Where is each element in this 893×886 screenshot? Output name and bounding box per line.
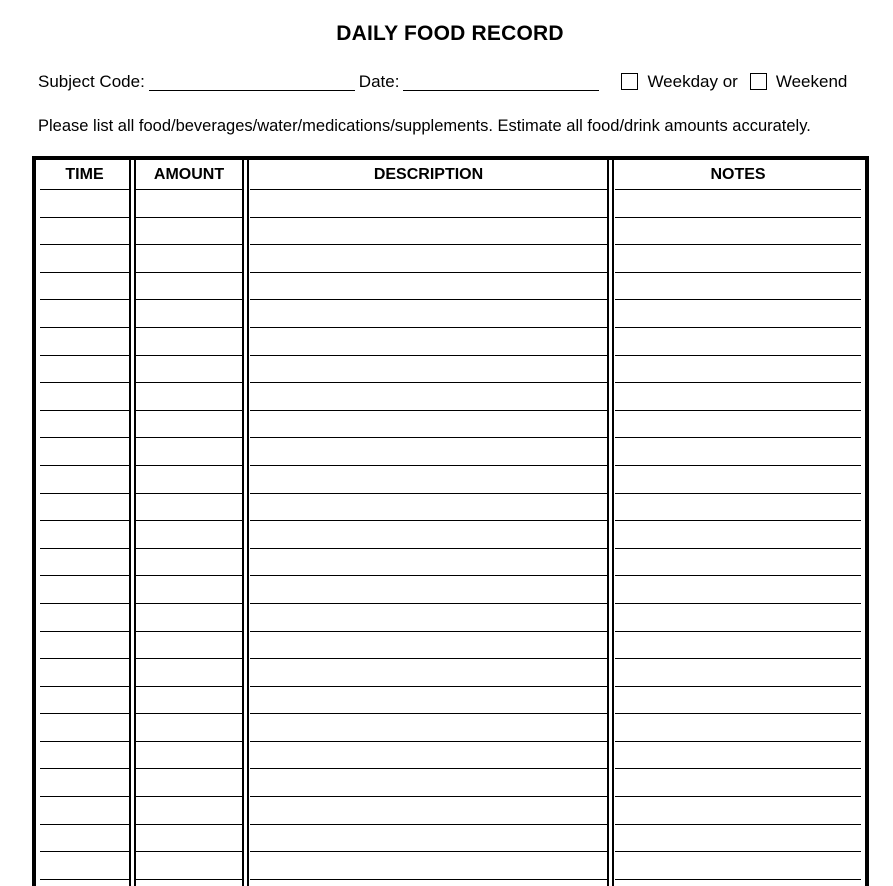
time-column — [40, 160, 129, 886]
table-cell[interactable] — [615, 328, 861, 356]
table-cell[interactable] — [615, 797, 861, 825]
table-cell[interactable] — [40, 383, 129, 411]
table-cell[interactable] — [40, 714, 129, 742]
weekday-label: Weekday or — [647, 72, 738, 91]
table-cell[interactable] — [615, 466, 861, 494]
weekday-checkbox[interactable] — [621, 73, 638, 90]
table-cell[interactable] — [40, 356, 129, 384]
table-cell[interactable] — [615, 356, 861, 384]
table-cell[interactable] — [615, 825, 861, 853]
table-cell[interactable] — [615, 273, 861, 301]
table-cell[interactable] — [250, 245, 607, 273]
table-cell[interactable] — [250, 273, 607, 301]
table-cell[interactable] — [615, 659, 861, 687]
table-cell[interactable] — [136, 383, 242, 411]
table-cell[interactable] — [136, 825, 242, 853]
table-cell[interactable] — [250, 742, 607, 770]
table-cell[interactable] — [40, 742, 129, 770]
table-cell[interactable] — [250, 383, 607, 411]
table-cell[interactable] — [40, 769, 129, 797]
table-cell[interactable] — [250, 356, 607, 384]
table-cell[interactable] — [615, 714, 861, 742]
table-cell[interactable] — [136, 687, 242, 715]
table-cell[interactable] — [40, 218, 129, 246]
table-cell[interactable] — [136, 632, 242, 660]
table-cell[interactable] — [615, 549, 861, 577]
table-cell[interactable] — [615, 218, 861, 246]
table-cell[interactable] — [136, 604, 242, 632]
table-cell[interactable] — [615, 190, 861, 218]
instructions-text: Please list all food/beverages/water/medications/supplements. Estimate all food/drink amounts accurately. — [38, 117, 811, 135]
table-cell[interactable] — [40, 190, 129, 218]
table-cell[interactable] — [615, 245, 861, 273]
food-record-table — [32, 156, 869, 886]
table-cell[interactable] — [615, 383, 861, 411]
table-cell[interactable] — [615, 411, 861, 439]
amount-column — [136, 160, 242, 886]
table-cell[interactable] — [136, 438, 242, 466]
column-divider — [242, 160, 244, 886]
table-cell[interactable] — [40, 549, 129, 577]
column-header-time: TIME — [40, 160, 129, 190]
table-cell[interactable] — [250, 494, 607, 522]
description-column — [250, 160, 607, 886]
table-cell[interactable] — [136, 659, 242, 687]
table-cell[interactable] — [40, 852, 129, 880]
table-cell[interactable] — [40, 328, 129, 356]
table-cell[interactable] — [615, 521, 861, 549]
table-cell[interactable] — [136, 769, 242, 797]
table-cell[interactable] — [615, 852, 861, 880]
table-cell[interactable] — [250, 769, 607, 797]
table-cell[interactable] — [136, 273, 242, 301]
subject-info-line — [38, 71, 847, 93]
table-cell[interactable] — [136, 190, 242, 218]
table-cell[interactable] — [615, 300, 861, 328]
table-cell[interactable] — [615, 576, 861, 604]
table-cell[interactable] — [136, 466, 242, 494]
subject-code-label: Subject Code: — [38, 72, 145, 91]
table-cell[interactable] — [136, 549, 242, 577]
table-cell[interactable] — [136, 852, 242, 880]
column-divider — [247, 160, 249, 886]
table-cell[interactable] — [250, 604, 607, 632]
notes-column — [615, 160, 861, 886]
table-cell[interactable] — [250, 549, 607, 577]
table-cell[interactable] — [136, 742, 242, 770]
column-header-amount: AMOUNT — [136, 160, 242, 190]
table-cell[interactable] — [615, 632, 861, 660]
table-cell[interactable] — [250, 714, 607, 742]
form-title: DAILY FOOD RECORD — [336, 22, 564, 45]
column-divider — [612, 160, 614, 886]
table-cell[interactable] — [40, 494, 129, 522]
table-cell[interactable] — [136, 797, 242, 825]
table-cell[interactable] — [615, 494, 861, 522]
table-cell[interactable] — [136, 356, 242, 384]
weekend-label: Weekend — [775, 72, 848, 91]
table-cell[interactable] — [250, 300, 607, 328]
table-cell[interactable] — [40, 245, 129, 273]
table-cell[interactable] — [40, 273, 129, 301]
table-cell[interactable] — [250, 687, 607, 715]
table-cell[interactable] — [136, 328, 242, 356]
column-header-description: DESCRIPTION — [250, 160, 607, 190]
table-cell[interactable] — [250, 466, 607, 494]
table-cell[interactable] — [250, 521, 607, 549]
column-divider — [607, 160, 609, 886]
subject-code-field[interactable] — [149, 73, 355, 91]
table-cell[interactable] — [136, 494, 242, 522]
table-cell[interactable] — [40, 521, 129, 549]
table-cell[interactable] — [615, 438, 861, 466]
table-cell[interactable] — [40, 466, 129, 494]
table-cell[interactable] — [40, 687, 129, 715]
table-cell[interactable] — [40, 659, 129, 687]
table-cell[interactable] — [250, 852, 607, 880]
column-divider — [129, 160, 131, 886]
table-cell[interactable] — [250, 190, 607, 218]
table-cell[interactable] — [40, 632, 129, 660]
table-cell[interactable] — [40, 576, 129, 604]
table-cell[interactable] — [136, 300, 242, 328]
table-cell[interactable] — [136, 714, 242, 742]
table-cell[interactable] — [615, 769, 861, 797]
table-cell[interactable] — [250, 825, 607, 853]
table-cell[interactable] — [250, 328, 607, 356]
table-cell[interactable] — [136, 521, 242, 549]
table-cell[interactable] — [250, 411, 607, 439]
table-cell[interactable] — [250, 218, 607, 246]
table-cell[interactable] — [40, 438, 129, 466]
table-cell[interactable] — [40, 604, 129, 632]
table-cell[interactable] — [136, 411, 242, 439]
table-cell[interactable] — [250, 632, 607, 660]
weekend-checkbox[interactable] — [750, 73, 767, 90]
table-cell[interactable] — [40, 411, 129, 439]
table-cell[interactable] — [250, 659, 607, 687]
date-label: Date: — [358, 72, 400, 91]
column-header-notes: NOTES — [615, 160, 861, 190]
table-cell[interactable] — [40, 300, 129, 328]
table-cell[interactable] — [136, 218, 242, 246]
table-cell[interactable] — [40, 797, 129, 825]
table-cell[interactable] — [136, 245, 242, 273]
table-cell[interactable] — [615, 742, 861, 770]
table-cell[interactable] — [40, 825, 129, 853]
table-cell[interactable] — [250, 576, 607, 604]
date-field[interactable] — [403, 73, 599, 91]
table-cell[interactable] — [250, 797, 607, 825]
table-cell[interactable] — [136, 576, 242, 604]
table-cell[interactable] — [615, 604, 861, 632]
table-cell[interactable] — [615, 687, 861, 715]
table-cell[interactable] — [250, 438, 607, 466]
